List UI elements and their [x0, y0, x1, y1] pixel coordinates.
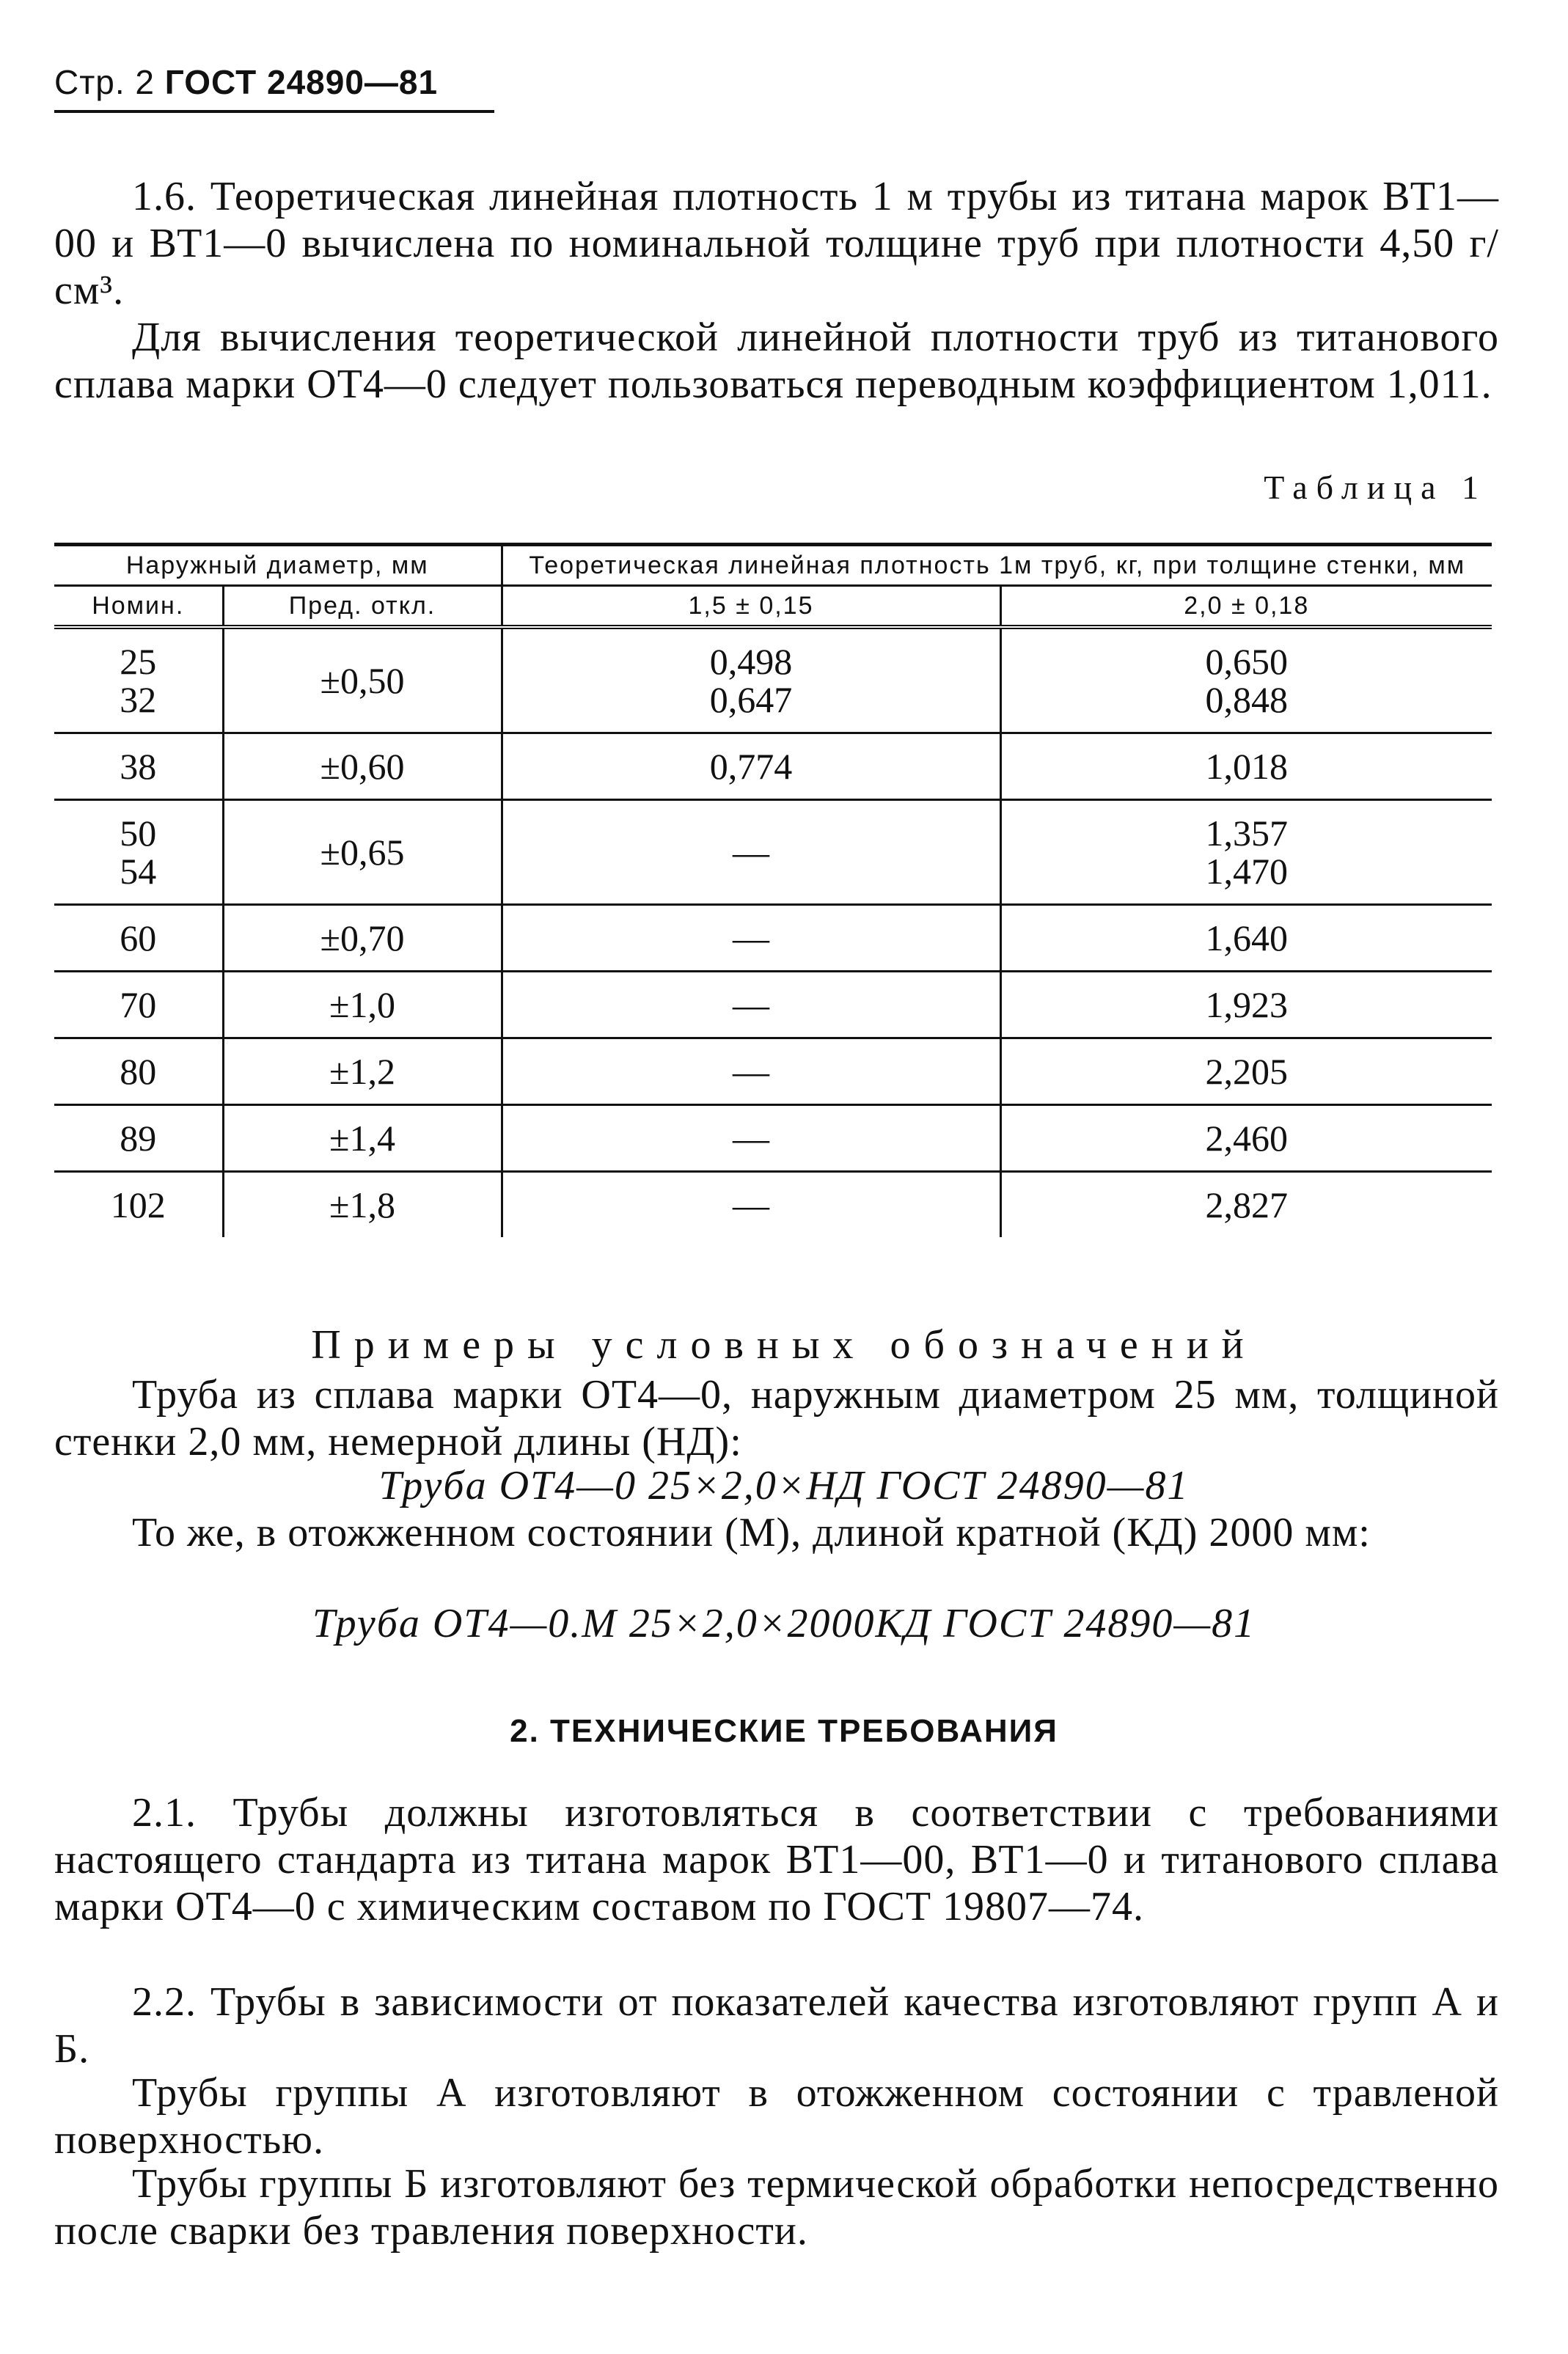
header-rule — [54, 110, 494, 113]
density-2-0-cell: 1,640 — [1000, 905, 1492, 972]
density-1-5-cell: — — [502, 800, 1000, 905]
section-2-heading: 2. ТЕХНИЧЕСКИЕ ТРЕБОВАНИЯ — [510, 1713, 1058, 1749]
paragraph-2-1: 2.1. Трубы должны изготовляться в соответствии с требованиями настоящего стандарта из титана марок ВТ1—00, ВТ1—0 и титанового сплава марки ОТ4—0 с химическим составом по ГОСТ 19807—74. — [54, 1790, 1499, 1929]
paragraph-group-a: Трубы группы А изготовляют в отожженном состоянии с травленой поверхностью. — [54, 2070, 1499, 2163]
density-value: 1,470 — [1205, 851, 1288, 892]
header-thickness-2-0: 2,0 ± 0,18 — [1000, 586, 1492, 628]
density-2-0-cell: 2,460 — [1000, 1105, 1492, 1172]
header-nominal: Номин. — [54, 586, 223, 628]
tolerance-cell: ±0,65 — [223, 800, 502, 905]
nominal-cell: 80 — [54, 1038, 223, 1105]
tolerance-cell: ±0,60 — [223, 733, 502, 800]
density-1-5-cell: — — [502, 1172, 1000, 1238]
header-tolerance: Пред. откл. — [223, 586, 502, 628]
nominal-value: 32 — [120, 679, 157, 720]
tolerance-cell: ±1,8 — [223, 1172, 502, 1238]
table-caption: Таблица 1 — [1264, 469, 1487, 506]
nominal-value: 54 — [120, 851, 157, 892]
density-1-5-cell: 0,774 — [502, 733, 1000, 800]
tolerance-cell: ±0,50 — [223, 627, 502, 733]
header-linear-density: Теоретическая линейная плотность 1м труб, кг, при толщине стенки, мм — [502, 545, 1492, 586]
nominal-cell: 89 — [54, 1105, 223, 1172]
tolerance-cell: ±1,2 — [223, 1038, 502, 1105]
page-header — [54, 62, 438, 103]
density-1-5-cell: — — [502, 1038, 1000, 1105]
density-2-0-cell: 2,205 — [1000, 1038, 1492, 1105]
table-row — [54, 627, 1492, 733]
example-2-text: То же, в отожженном состоянии (М), длиной кратной (КД) 2000 мм: — [132, 1510, 1371, 1555]
density-1-5-cell: — — [502, 1105, 1000, 1172]
example-2-designation: Труба ОТ4—0.М 25×2,0×2000КД ГОСТ 24890—81 — [312, 1601, 1256, 1646]
density-1-5-cell: — — [502, 905, 1000, 972]
header-thickness-1-5: 1,5 ± 0,15 — [502, 586, 1000, 628]
page-number: Стр. 2 — [54, 63, 155, 101]
nominal-value: 50 — [120, 813, 157, 854]
table-row — [54, 1038, 1492, 1105]
density-value: 1,357 — [1205, 813, 1288, 854]
paragraph-2-2: 2.2. Трубы в зависимости от показателей качества изготовляют групп А и Б. — [54, 1979, 1499, 2072]
paragraph-ot4-coefficient: Для вычисления теоретической линейной плотности труб из титанового сплава марки ОТ4—0 следует пользоваться переводным коэффициентом 1,011. — [54, 315, 1499, 407]
density-value: 0,848 — [1205, 679, 1288, 720]
tolerance-cell: ±1,0 — [223, 972, 502, 1038]
example-1-designation: Труба ОТ4—0 25×2,0×НД ГОСТ 24890—81 — [378, 1463, 1190, 1508]
standard-code: ГОСТ 24890—81 — [164, 63, 439, 101]
density-2-0-cell — [1000, 800, 1492, 905]
nominal-cell: 102 — [54, 1172, 223, 1238]
table-row — [54, 733, 1492, 800]
nominal-cell: 38 — [54, 733, 223, 800]
nominal-value: 25 — [120, 641, 157, 682]
density-value: 0,498 — [709, 641, 793, 682]
nominal-cell — [54, 800, 223, 905]
table-row — [54, 800, 1492, 905]
paragraph-1-6: 1.6. Теоретическая линейная плотность 1 м трубы из титана марок ВТ1—00 и ВТ1—0 вычислена по номинальной толщине труб при плотности 4,50 г/см³. — [54, 174, 1499, 313]
density-value: 0,647 — [709, 679, 793, 720]
header-outer-diameter: Наружный диаметр, мм — [54, 545, 502, 586]
density-value: 0,650 — [1205, 641, 1288, 682]
tolerance-cell: ±1,4 — [223, 1105, 502, 1172]
density-table — [54, 543, 1492, 1237]
density-2-0-cell: 1,018 — [1000, 733, 1492, 800]
density-table-wrapper — [54, 543, 1492, 1237]
density-1-5-cell — [502, 627, 1000, 733]
table-row — [54, 1105, 1492, 1172]
density-1-5-cell: — — [502, 972, 1000, 1038]
density-2-0-cell: 1,923 — [1000, 972, 1492, 1038]
table-row — [54, 1172, 1492, 1238]
nominal-cell — [54, 627, 223, 733]
examples-title: Примеры условных обозначений — [311, 1322, 1257, 1368]
tolerance-cell: ±0,70 — [223, 905, 502, 972]
density-2-0-cell: 2,827 — [1205, 1184, 1288, 1225]
nominal-cell: 70 — [54, 972, 223, 1038]
nominal-cell: 60 — [54, 905, 223, 972]
table-row — [54, 905, 1492, 972]
table-row — [54, 972, 1492, 1038]
example-1-text: Труба из сплава марки ОТ4—0, наружным диаметром 25 мм, толщиной стенки 2,0 мм, немерной длины (НД): — [54, 1372, 1499, 1464]
density-2-0-cell — [1000, 627, 1492, 733]
paragraph-group-b: Трубы группы Б изготовляют без термической обработки непосредственно после сварки без травления поверхности. — [54, 2161, 1499, 2254]
